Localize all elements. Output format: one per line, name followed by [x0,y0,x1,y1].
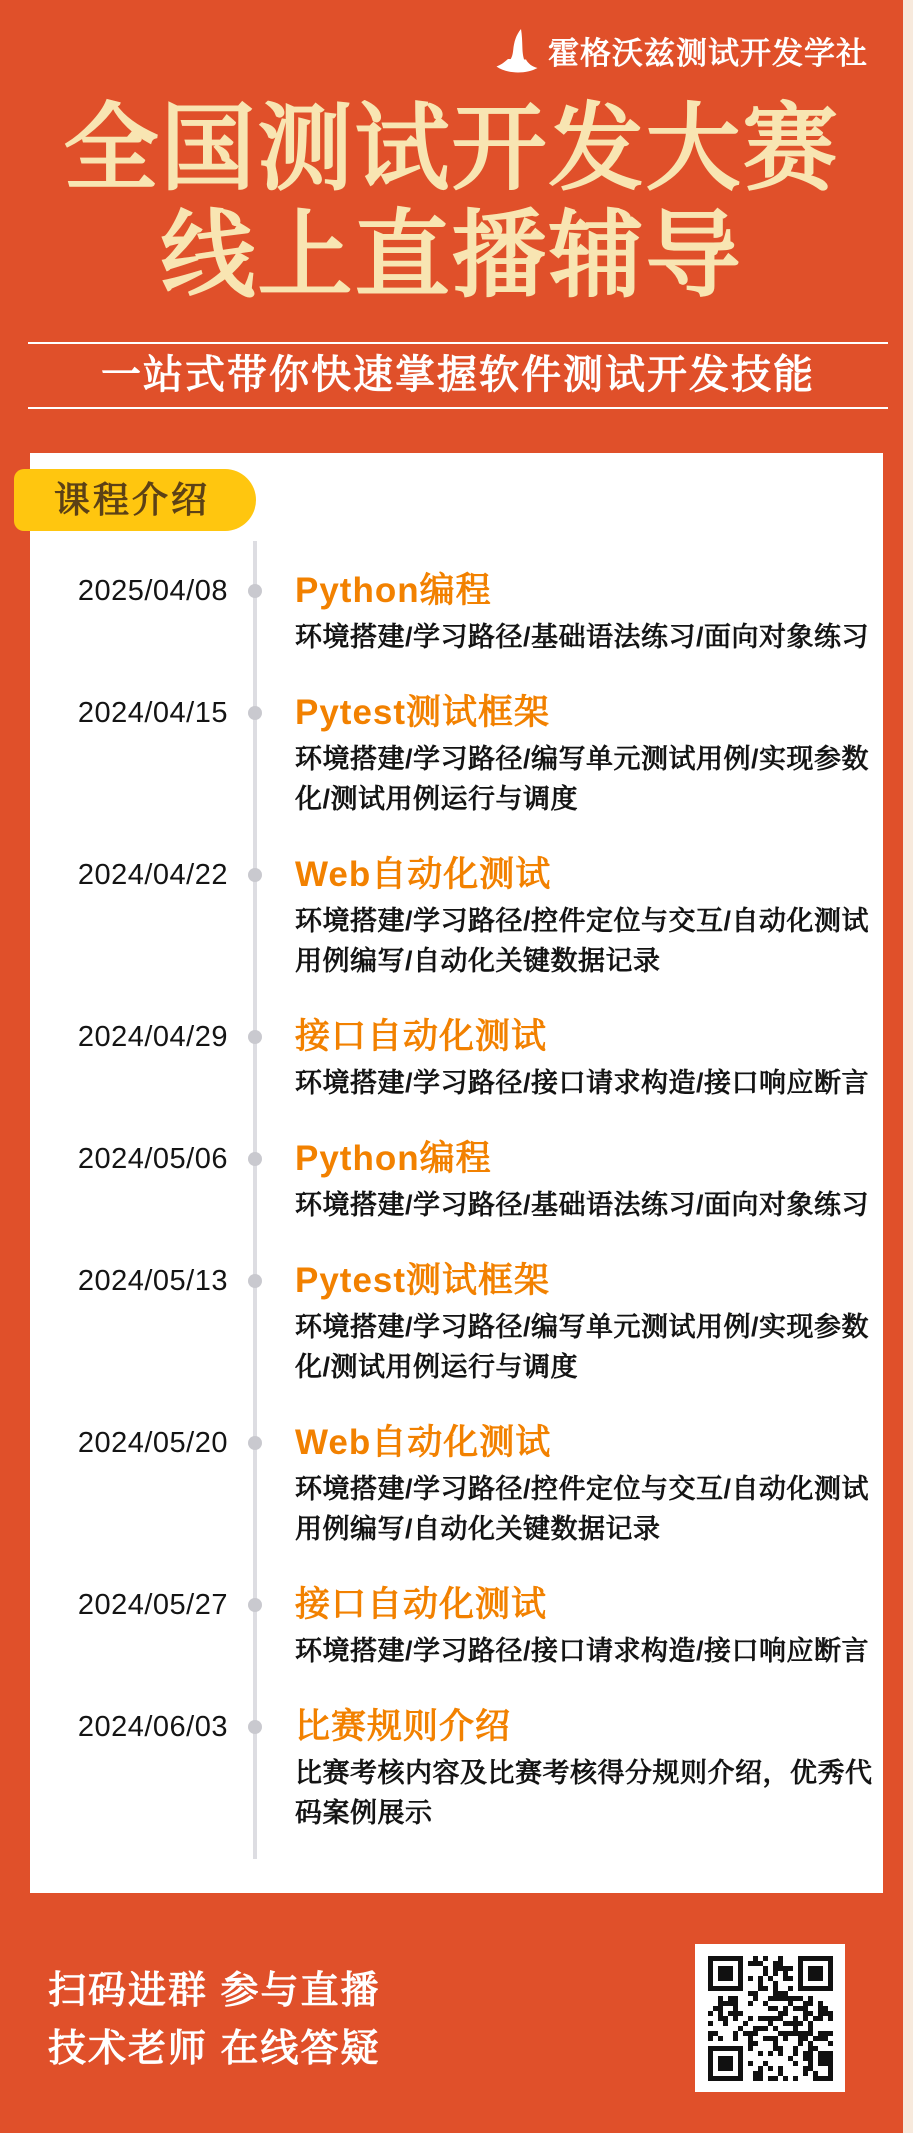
timeline-dot-icon [248,1720,262,1734]
poster-title-line2: 线上直播辅导 [160,203,743,309]
entry-date: 2024/04/15 [77,697,228,729]
entry-description: 比赛考核内容及比赛考核得分规则介绍，优秀代码案例展示 [295,1758,873,1828]
right-edge-strip [903,0,913,2133]
entry-description: 环境搭建/学习路径/编写单元测试用例/实现参数化/测试用例运行与调度 [295,744,870,814]
timeline-dot-icon [248,1030,262,1044]
entry-title: 接口自动化测试 [295,1017,548,1056]
entry-description: 环境搭建/学习路径/接口请求构造/接口响应断言 [295,1636,870,1666]
timeline-dot-icon [248,1598,262,1612]
timeline-entry [30,1259,883,1387]
entry-title: Web自动化测试 [295,1423,552,1462]
timeline-entry [30,1705,883,1833]
footer-line2: 技术老师 在线答疑 [48,2028,381,2070]
entry-title: Pytest测试框架 [295,693,551,732]
course-card [30,453,883,1893]
footer-text [48,1962,381,2078]
poster-title [0,96,903,310]
timeline-dot-icon [248,706,262,720]
timeline-dot-icon [248,1436,262,1450]
entry-date: 2024/05/20 [77,1427,228,1459]
timeline-entry [30,1015,883,1103]
timeline-dot-icon [248,1152,262,1166]
timeline-entry [30,1137,883,1225]
entry-title: 比赛规则介绍 [295,1707,512,1746]
entry-date: 2024/05/13 [77,1265,228,1297]
timeline-entry [30,1583,883,1671]
timeline-entry [30,853,883,981]
subtitle-band [28,342,888,409]
course-timeline [30,569,883,1867]
poster-subtitle: 一站式带你快速掌握软件测试开发技能 [101,353,815,397]
entry-date: 2025/04/08 [77,575,228,607]
entry-description: 环境搭建/学习路径/接口请求构造/接口响应断言 [295,1068,870,1098]
entry-title: Pytest测试框架 [295,1261,551,1300]
wizard-hat-icon [496,29,538,73]
timeline-dot-icon [248,584,262,598]
entry-date: 2024/05/27 [77,1589,228,1621]
qr-code [695,1944,845,2092]
entry-title: Python编程 [295,571,492,610]
entry-description: 环境搭建/学习路径/基础语法练习/面向对象练习 [295,1190,870,1220]
course-intro-badge: 课程介绍 [14,469,256,531]
brand-logo [496,28,868,73]
entry-title: 接口自动化测试 [295,1585,548,1624]
entry-title: Python编程 [295,1139,492,1178]
entry-description: 环境搭建/学习路径/基础语法练习/面向对象练习 [295,622,870,652]
entry-title: Web自动化测试 [295,855,552,894]
timeline-dot-icon [248,868,262,882]
entry-date: 2024/04/22 [77,859,228,891]
entry-description: 环境搭建/学习路径/编写单元测试用例/实现参数化/测试用例运行与调度 [295,1312,870,1382]
entry-description: 环境搭建/学习路径/控件定位与交互/自动化测试用例编写/自动化关键数据记录 [295,1474,870,1544]
timeline-entry [30,569,883,657]
timeline-entry [30,1421,883,1549]
brand-name: 霍格沃兹测试开发学社 [548,36,868,71]
entry-date: 2024/04/29 [77,1021,228,1053]
entry-description: 环境搭建/学习路径/控件定位与交互/自动化测试用例编写/自动化关键数据记录 [295,906,870,976]
poster-title-line1: 全国测试开发大赛 [63,96,840,202]
entry-date: 2024/06/03 [77,1711,228,1743]
entry-date: 2024/05/06 [77,1143,228,1175]
timeline-entry [30,691,883,819]
footer-line1: 扫码进群 参与直播 [48,1970,381,2012]
timeline-dot-icon [248,1274,262,1288]
